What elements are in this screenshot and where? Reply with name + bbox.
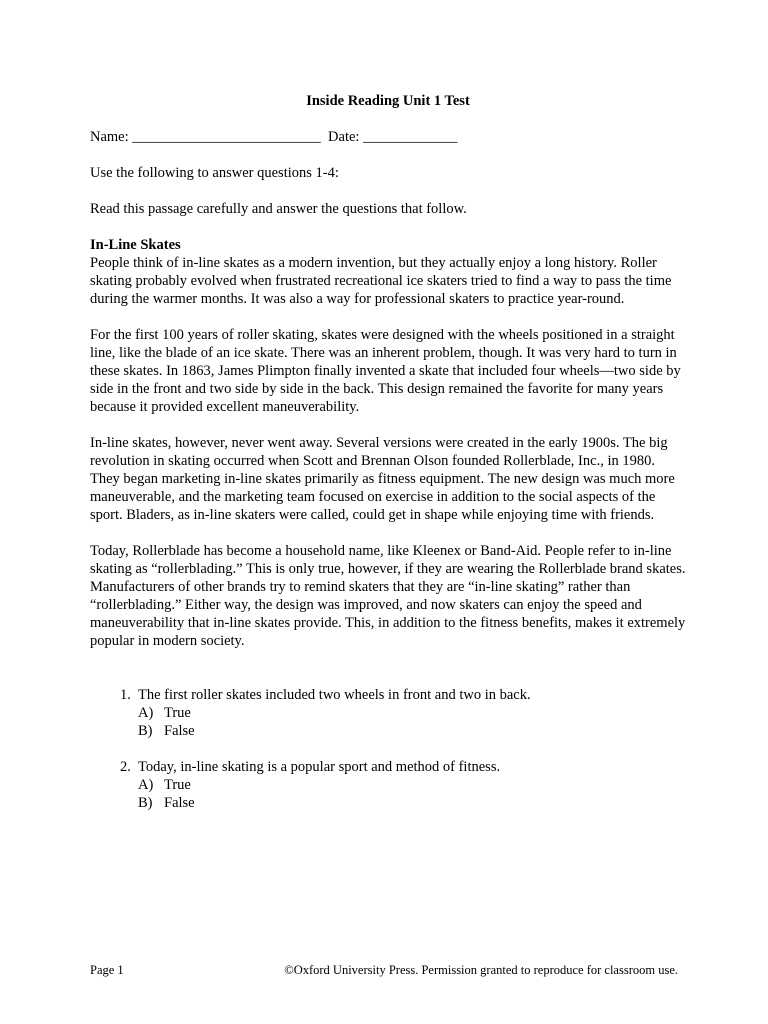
page-title: Inside Reading Unit 1 Test xyxy=(306,93,470,109)
question-text: Today, in-line skating is a popular sport and method of fitness. xyxy=(138,759,501,775)
instruction-questions-range: Use the following to answer questions 1-4: xyxy=(90,165,339,181)
question-list xyxy=(90,686,686,812)
instruction-read-passage: Read this passage carefully and answer the questions that follow. xyxy=(90,201,467,217)
answer-option xyxy=(120,704,686,722)
copyright-notice: ©Oxford University Press. Permission granted to reproduce for classroom use. xyxy=(284,963,678,977)
answer-option xyxy=(120,776,686,794)
passage-paragraph: People think of in-line skates as a modern invention, but they actually enjoy a long history. Roller skating probably evolved when frustrated recreational ice skaters tried to find a way to pass the time during the warmer months. It was also a way for professional skaters to practice year-round. xyxy=(90,255,672,307)
passage-title: In-Line Skates xyxy=(90,237,181,253)
passage-paragraph: Today, Rollerblade has become a household name, like Kleenex or Band-Aid. People refer to in-line skating as “rollerblading.” This is only true, however, if they are wearing the Rollerblade brand skates. Manufacturers of other brands try to remind skaters that they are “in-line skating” rather than “rollerblading.” Either way, the design was improved, and now skaters can enjoy the speed and maneuverability that in-line skates provide. This, in addition to the fitness benefits, makes it extremely popular in modern society. xyxy=(90,543,686,649)
option-text: False xyxy=(164,723,195,739)
option-text: True xyxy=(164,705,191,721)
name-label: Name: xyxy=(90,129,129,145)
name-blank: __________________________ xyxy=(132,129,321,145)
passage-paragraph: For the first 100 years of roller skating, skates were designed with the wheels positioned in a straight line, like the blade of an ice skate. There was an inherent problem, though. It was very hard to turn in these skates. In 1863, James Plimpton finally invented a skate that included four wheels—two side by side in the front and two side by side in the back. This design remained the favorite for many years because it provided excellent maneuverability. xyxy=(90,327,681,415)
date-blank: _____________ xyxy=(363,129,458,145)
question-number: 2. xyxy=(120,759,131,775)
passage-paragraph: In-line skates, however, never went away. Several versions were created in the early 1900s. The big revolution in skating occurred when Scott and Brennan Olson founded Rollerblade, Inc., in 1980. They began marketing in-line skates primarily as fitness equipment. The new design was much more maneuverable, and the marketing team focused on exercise in addition to the social aspects of the sport. Bladers, as in-line skaters were called, could get in shape while enjoying time with friends. xyxy=(90,435,675,523)
question-text: The first roller skates included two wheels in front and two in back. xyxy=(138,687,531,703)
answer-option xyxy=(120,794,686,812)
question-number: 1. xyxy=(120,687,131,703)
option-letter: B) xyxy=(138,795,153,811)
question-item xyxy=(120,686,686,740)
question-stem xyxy=(120,758,686,776)
option-letter: A) xyxy=(138,777,154,793)
name-date-line xyxy=(90,128,686,146)
page-number: Page 1 xyxy=(90,963,124,977)
option-text: True xyxy=(164,777,191,793)
page-footer xyxy=(90,961,678,979)
option-text: False xyxy=(164,795,195,811)
date-label: Date: xyxy=(328,129,360,145)
question-item xyxy=(120,758,686,812)
test-page xyxy=(90,92,686,830)
option-letter: B) xyxy=(138,723,153,739)
option-letter: A) xyxy=(138,705,154,721)
question-stem xyxy=(120,686,686,704)
answer-option xyxy=(120,722,686,740)
